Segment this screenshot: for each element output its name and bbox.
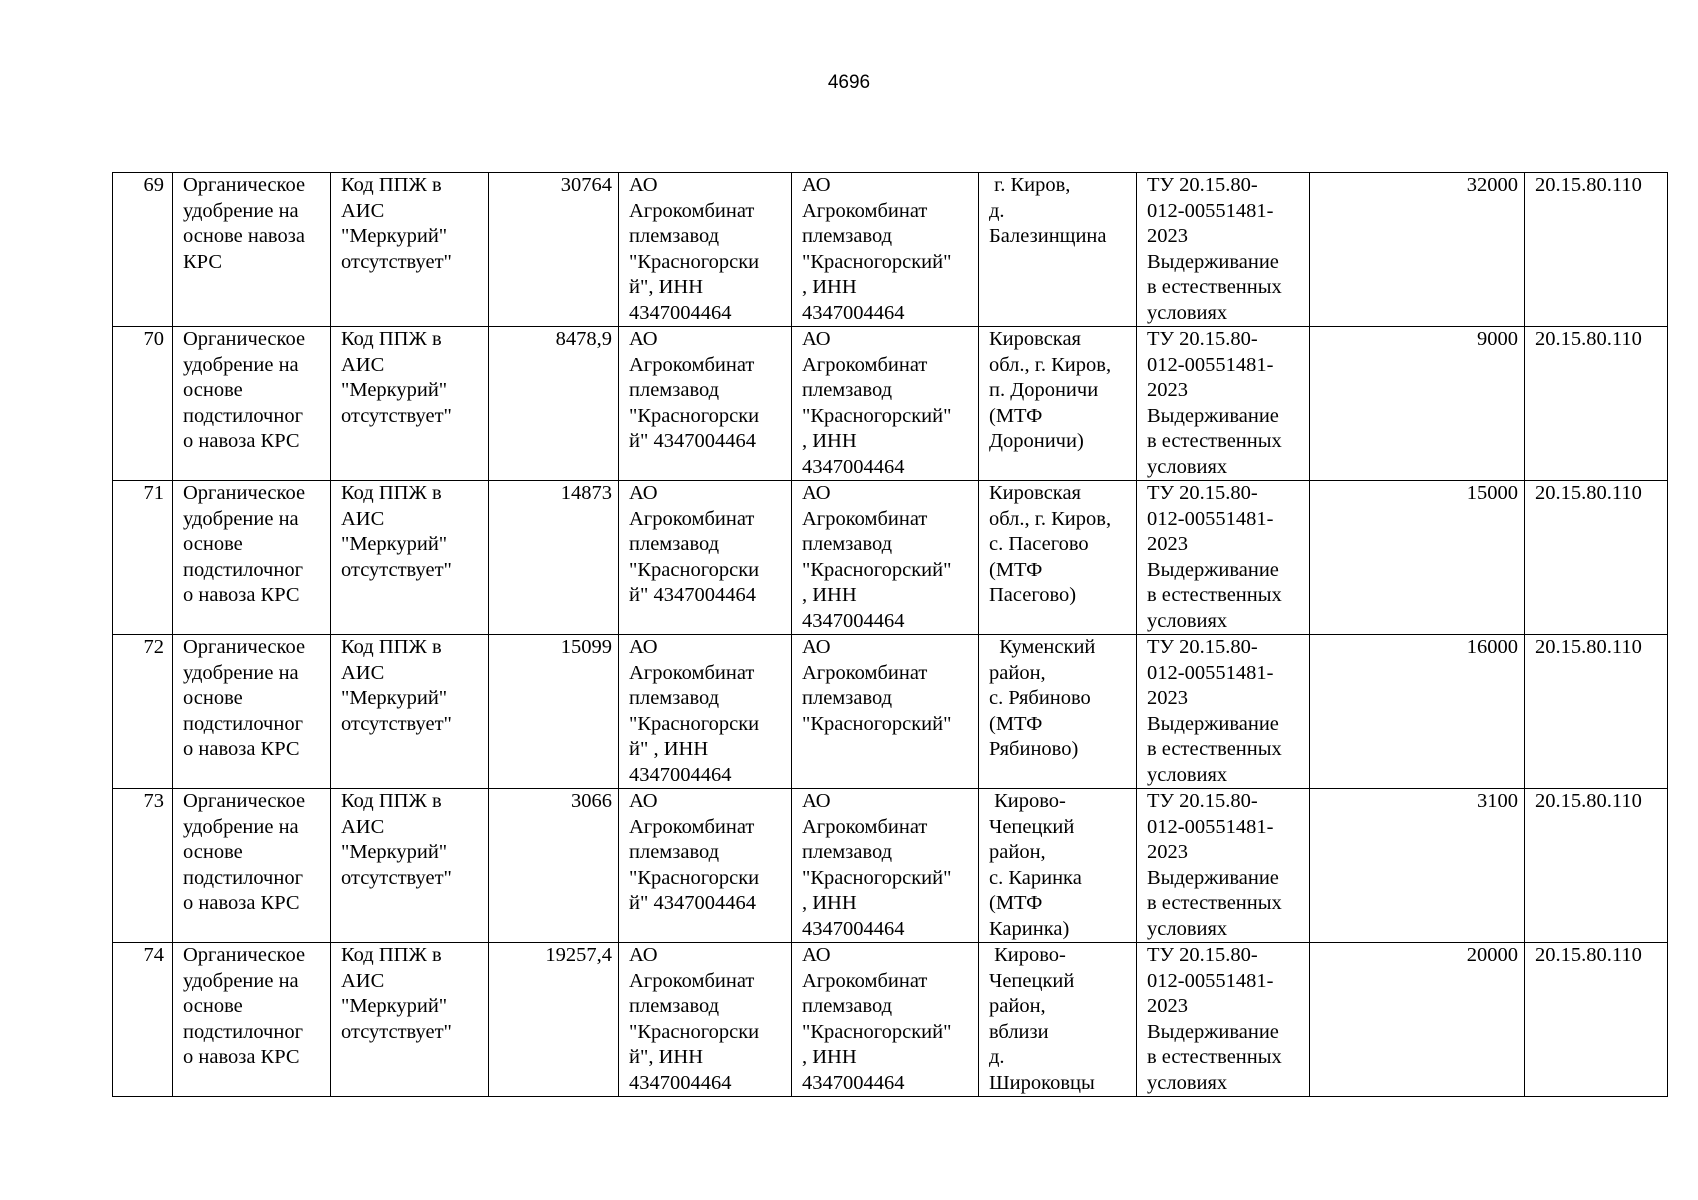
- okpd-code: 20.15.80.110: [1525, 789, 1668, 943]
- producer: АО Агрокомбинат племзавод "Красногорски й", ИНН 4347004464: [619, 173, 792, 327]
- owner: АО Агрокомбинат племзавод "Красногорский" , ИНН 4347004464: [792, 789, 979, 943]
- okpd-code: 20.15.80.110: [1525, 635, 1668, 789]
- location: Кировская обл., г. Киров, с. Пасегово (МТФ Пасегово): [979, 481, 1137, 635]
- volume: 15000: [1310, 481, 1525, 635]
- location: г. Киров, д. Балезинщина: [979, 173, 1137, 327]
- location: Куменский район, с. Рябиново (МТФ Рябиново): [979, 635, 1137, 789]
- registry-table: [112, 172, 1668, 1097]
- product-name: Органическое удобрение на основе навоза КРС: [173, 173, 331, 327]
- row-number: 73: [113, 789, 173, 943]
- quantity: 15099: [489, 635, 619, 789]
- producer: АО Агрокомбинат племзавод "Красногорски й" , ИНН 4347004464: [619, 635, 792, 789]
- location: Кирово- Чепецкий район, с. Каринка (МТФ Каринка): [979, 789, 1137, 943]
- producer: АО Агрокомбинат племзавод "Красногорски й" 4347004464: [619, 789, 792, 943]
- location: Кирово- Чепецкий район, вблизи д. Широковцы: [979, 943, 1137, 1097]
- row-number: 72: [113, 635, 173, 789]
- technical-spec: ТУ 20.15.80- 012-00551481- 2023 Выдерживание в естественных условиях: [1137, 481, 1310, 635]
- quantity: 19257,4: [489, 943, 619, 1097]
- product-name: Органическое удобрение на основе подстилочног о навоза КРС: [173, 943, 331, 1097]
- table-row: [113, 789, 1668, 943]
- product-code: Код ППЖ в АИС "Меркурий" отсутствует": [331, 789, 489, 943]
- technical-spec: ТУ 20.15.80- 012-00551481- 2023 Выдерживание в естественных условиях: [1137, 173, 1310, 327]
- producer: АО Агрокомбинат племзавод "Красногорски й", ИНН 4347004464: [619, 943, 792, 1097]
- product-code: Код ППЖ в АИС "Меркурий" отсутствует": [331, 635, 489, 789]
- volume: 16000: [1310, 635, 1525, 789]
- okpd-code: 20.15.80.110: [1525, 481, 1668, 635]
- table-row: [113, 481, 1668, 635]
- quantity: 8478,9: [489, 327, 619, 481]
- product-name: Органическое удобрение на основе подстилочног о навоза КРС: [173, 789, 331, 943]
- product-name: Органическое удобрение на основе подстилочног о навоза КРС: [173, 635, 331, 789]
- quantity: 14873: [489, 481, 619, 635]
- product-code: Код ППЖ в АИС "Меркурий" отсутствует": [331, 327, 489, 481]
- owner: АО Агрокомбинат племзавод "Красногорский" , ИНН 4347004464: [792, 173, 979, 327]
- row-number: 71: [113, 481, 173, 635]
- product-code: Код ППЖ в АИС "Меркурий" отсутствует": [331, 173, 489, 327]
- row-number: 70: [113, 327, 173, 481]
- okpd-code: 20.15.80.110: [1525, 327, 1668, 481]
- volume: 3100: [1310, 789, 1525, 943]
- owner: АО Агрокомбинат племзавод "Красногорский": [792, 635, 979, 789]
- row-number: 74: [113, 943, 173, 1097]
- product-code: Код ППЖ в АИС "Меркурий" отсутствует": [331, 481, 489, 635]
- quantity: 30764: [489, 173, 619, 327]
- location: Кировская обл., г. Киров, п. Дороничи (МТФ Дороничи): [979, 327, 1137, 481]
- technical-spec: ТУ 20.15.80- 012-00551481- 2023 Выдерживание в естественных условиях: [1137, 635, 1310, 789]
- quantity: 3066: [489, 789, 619, 943]
- table-row: [113, 635, 1668, 789]
- product-name: Органическое удобрение на основе подстилочног о навоза КРС: [173, 327, 331, 481]
- product-name: Органическое удобрение на основе подстилочног о навоза КРС: [173, 481, 331, 635]
- owner: АО Агрокомбинат племзавод "Красногорский" , ИНН 4347004464: [792, 943, 979, 1097]
- technical-spec: ТУ 20.15.80- 012-00551481- 2023 Выдерживание в естественных условиях: [1137, 327, 1310, 481]
- volume: 9000: [1310, 327, 1525, 481]
- technical-spec: ТУ 20.15.80- 012-00551481- 2023 Выдерживание в естественных условиях: [1137, 789, 1310, 943]
- technical-spec: ТУ 20.15.80- 012-00551481- 2023 Выдерживание в естественных условиях: [1137, 943, 1310, 1097]
- okpd-code: 20.15.80.110: [1525, 943, 1668, 1097]
- owner: АО Агрокомбинат племзавод "Красногорский" , ИНН 4347004464: [792, 481, 979, 635]
- producer: АО Агрокомбинат племзавод "Красногорски й" 4347004464: [619, 481, 792, 635]
- page-number: 4696: [827, 72, 871, 93]
- volume: 32000: [1310, 173, 1525, 327]
- row-number: 69: [113, 173, 173, 327]
- producer: АО Агрокомбинат племзавод "Красногорски й" 4347004464: [619, 327, 792, 481]
- product-code: Код ППЖ в АИС "Меркурий" отсутствует": [331, 943, 489, 1097]
- owner: АО Агрокомбинат племзавод "Красногорский" , ИНН 4347004464: [792, 327, 979, 481]
- table-row: [113, 943, 1668, 1097]
- okpd-code: 20.15.80.110: [1525, 173, 1668, 327]
- table-row: [113, 173, 1668, 327]
- table-row: [113, 327, 1668, 481]
- volume: 20000: [1310, 943, 1525, 1097]
